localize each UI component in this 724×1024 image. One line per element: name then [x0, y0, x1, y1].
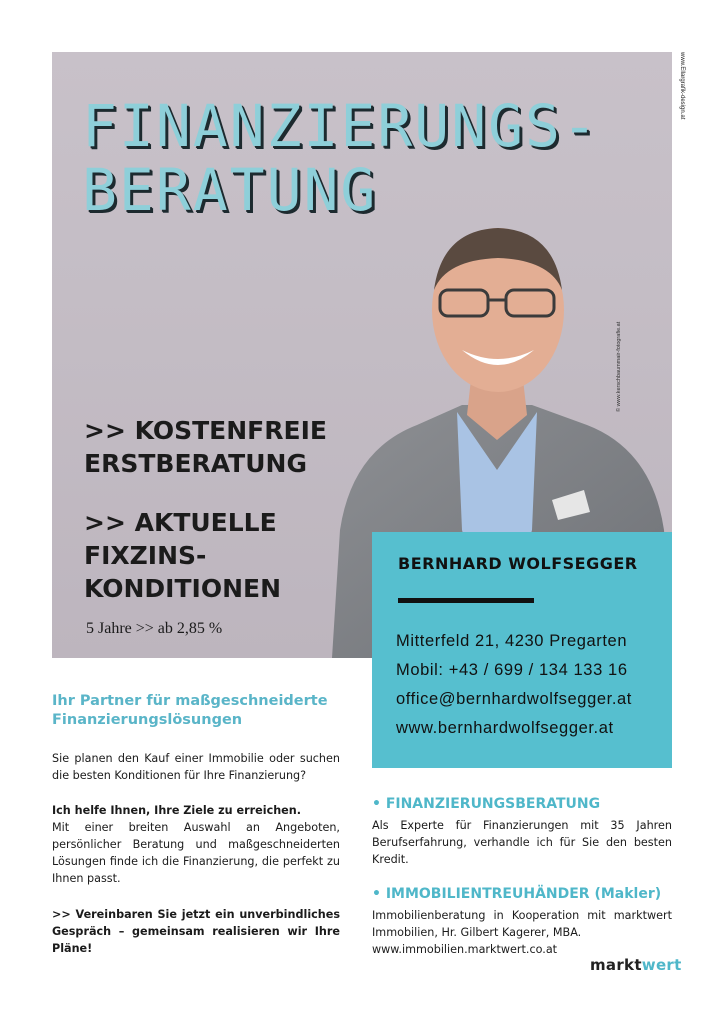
title-line-2: BERATUNG	[82, 156, 378, 224]
intro-paragraph-2-body: Mit einer breiten Auswahl an Angeboten, persönlicher Beratung und maßgeschneiderten Lösungen finde ich die Finanzierung, die perfekt zu Ihnen passt.	[52, 821, 340, 885]
intro-paragraph-2	[52, 802, 340, 887]
call-to-action: >> Vereinbaren Sie jetzt ein unverbindliches Gespräch – gemeinsam realisieren wir Ihre Pläne!	[52, 908, 340, 955]
feature-list	[84, 414, 327, 605]
title-line-1: FINANZIERUNGS-	[82, 92, 599, 160]
service-text-finance: Als Experte für Finanzierungen mit 35 Jahren Berufserfahrung, verhandle ich für Sie den besten Kredit.	[372, 819, 672, 866]
service-text-realestate: Immobilienberatung in Kooperation mit marktwert Immobilien, Hr. Gilbert Kagerer, MBA.	[372, 909, 672, 939]
logo-part-2: wert	[641, 956, 682, 974]
contact-box	[372, 532, 672, 768]
intro-paragraph-1: Sie planen den Kauf einer Immobilie oder suchen die besten Konditionen für Ihre Finanzierung?	[52, 752, 340, 782]
intro-heading-line-1: Ihr Partner für maßgeschneiderte	[52, 693, 328, 709]
service-link-realestate[interactable]: www.immobilien.marktwert.co.at	[372, 943, 558, 956]
feature-item: >> KOSTENFREIE	[84, 416, 327, 445]
intro-paragraph-2-lead: Ich helfe Ihnen, Ihre Ziele zu erreichen.	[52, 804, 301, 817]
marktwert-logo	[590, 956, 682, 974]
photo-credit: © www.kerschbaummair-fotografie.at	[616, 321, 622, 412]
design-credit: www.Ellargrafik-design.at	[679, 52, 685, 120]
feature-item: KONDITIONEN	[84, 574, 282, 603]
contact-website[interactable]: www.bernhardwolfsegger.at	[396, 719, 614, 737]
intro-heading	[52, 692, 352, 730]
rate-note: 5 Jahre >> ab 2,85 %	[86, 620, 223, 637]
contact-mobile[interactable]: Mobil: +43 / 699 / 134 133 16	[396, 661, 628, 679]
intro-heading-line-2: Finanzierungslösungen	[52, 712, 243, 728]
contact-name: BERNHARD WOLFSEGGER	[398, 554, 638, 573]
contact-email[interactable]: office@bernhardwolfsegger.at	[396, 690, 632, 708]
logo-part-1: markt	[590, 956, 642, 974]
feature-item: >> AKTUELLE	[84, 508, 277, 537]
divider-bar	[398, 598, 534, 603]
feature-item: ERSTBERATUNG	[84, 449, 307, 478]
service-title-finance: • FINANZIERUNGSBERATUNG	[372, 796, 601, 812]
service-title-realestate: • IMMOBILIENTREUHÄNDER (Makler)	[372, 886, 662, 902]
feature-item: FIXZINS-	[84, 541, 207, 570]
contact-address: Mitterfeld 21, 4230 Pregarten	[396, 632, 628, 650]
